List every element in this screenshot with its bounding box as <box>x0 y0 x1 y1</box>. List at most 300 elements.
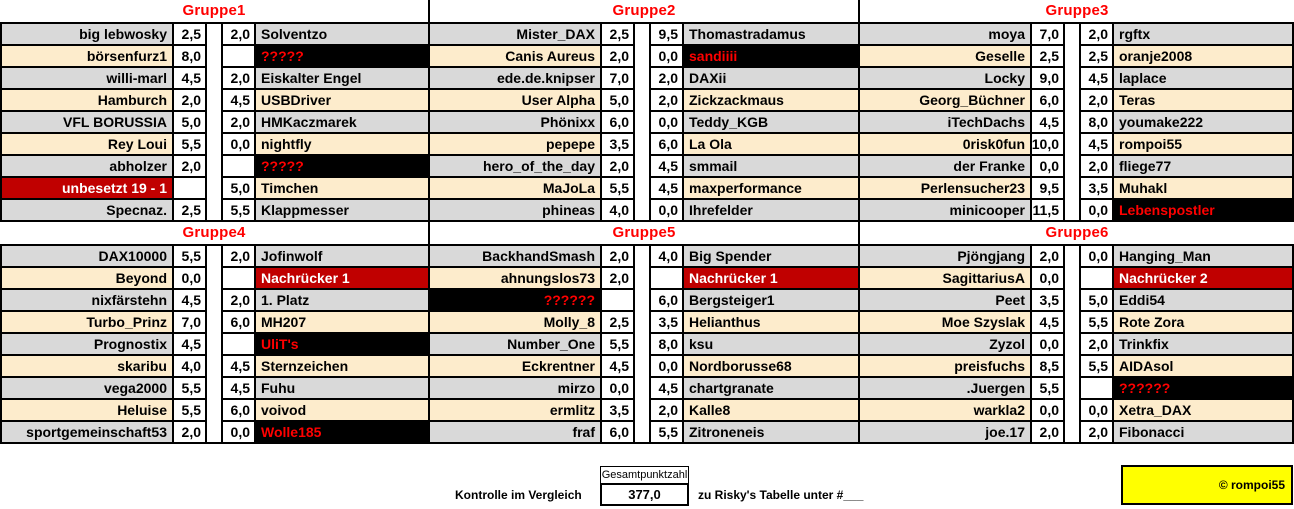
group-header[interactable]: Gruppe4 <box>0 222 428 244</box>
score-right-cell[interactable] <box>221 154 256 176</box>
score-right-cell[interactable]: 5,5 <box>221 198 256 220</box>
player-name-right[interactable]: La Ola <box>684 132 858 154</box>
score-right-cell[interactable] <box>1079 266 1114 288</box>
score-right-cell[interactable]: 4,5 <box>221 354 256 376</box>
score-right-cell[interactable]: 5,5 <box>1079 310 1114 332</box>
match-row <box>2 376 428 398</box>
score-left-cell[interactable]: 0,0 <box>1030 398 1065 420</box>
column-gap <box>207 376 221 398</box>
match-row <box>860 176 1292 198</box>
player-name-right[interactable]: USBDriver <box>256 88 428 110</box>
score-right-cell[interactable]: 2,5 <box>1079 44 1114 66</box>
score-left-cell[interactable]: 2,0 <box>600 266 635 288</box>
score-right-cell[interactable]: 8,0 <box>649 332 684 354</box>
score-left-cell[interactable]: 0,0 <box>1030 266 1065 288</box>
player-name-right[interactable]: Teddy_KGB <box>684 110 858 132</box>
score-left-cell[interactable]: 4,5 <box>172 66 207 88</box>
match-row <box>860 310 1292 332</box>
player-name-right[interactable]: rompoi55 <box>1114 132 1292 154</box>
match-row <box>2 132 428 154</box>
score-right-cell[interactable]: 6,0 <box>649 288 684 310</box>
score-right-cell[interactable]: 2,0 <box>221 66 256 88</box>
player-name-right[interactable]: Timchen <box>256 176 428 198</box>
match-row <box>2 154 428 176</box>
score-right-cell[interactable]: 4,5 <box>221 376 256 398</box>
score-left-cell[interactable]: 2,0 <box>600 154 635 176</box>
column-gap <box>1065 266 1079 288</box>
score-right-cell[interactable]: 2,0 <box>221 110 256 132</box>
group-header[interactable]: Gruppe1 <box>0 0 428 22</box>
match-row <box>860 154 1292 176</box>
player-name-right[interactable]: UliT's <box>256 332 428 354</box>
column-gap <box>1065 110 1079 132</box>
score-right-cell[interactable]: 5,5 <box>649 420 684 442</box>
score-left-cell[interactable]: 6,0 <box>600 420 635 442</box>
score-right-cell[interactable]: 2,0 <box>1079 24 1114 44</box>
player-name-left[interactable]: ermlitz <box>430 398 600 420</box>
player-name-right[interactable]: Lebenspostler <box>1114 198 1292 220</box>
match-row <box>430 288 858 310</box>
match-row <box>860 110 1292 132</box>
column-gap <box>635 266 649 288</box>
match-row <box>860 354 1292 376</box>
player-name-right[interactable]: rgftx <box>1114 24 1292 44</box>
player-name-left[interactable]: Canis Aureus <box>430 44 600 66</box>
match-row <box>2 110 428 132</box>
score-left-cell[interactable]: 5,5 <box>172 398 207 420</box>
player-name-left[interactable]: Phönixx <box>430 110 600 132</box>
score-left-cell[interactable]: 3,5 <box>1030 288 1065 310</box>
score-right-cell[interactable]: 4,5 <box>221 88 256 110</box>
score-left-cell[interactable] <box>600 288 635 310</box>
player-name-left[interactable]: warkla2 <box>860 398 1030 420</box>
player-name-left[interactable]: 0risk0fun <box>860 132 1030 154</box>
score-right-cell[interactable]: 2,0 <box>1079 154 1114 176</box>
player-name-left[interactable]: Molly_8 <box>430 310 600 332</box>
match-row <box>430 154 858 176</box>
score-left-cell[interactable]: 2,5 <box>600 24 635 44</box>
match-row <box>430 198 858 220</box>
player-name-left[interactable]: minicooper <box>860 198 1030 220</box>
score-left-cell[interactable]: 4,0 <box>172 354 207 376</box>
column-gap <box>1065 176 1079 198</box>
player-name-left[interactable]: Hamburch <box>2 88 172 110</box>
player-name-left[interactable]: VFL BORUSSIA <box>2 110 172 132</box>
match-row <box>2 176 428 198</box>
group-header[interactable]: Gruppe3 <box>860 0 1294 22</box>
column-gap <box>207 198 221 220</box>
score-left-cell[interactable]: 4,5 <box>1030 110 1065 132</box>
match-row <box>2 288 428 310</box>
score-left-cell[interactable]: 0,0 <box>172 266 207 288</box>
player-name-right[interactable]: Fibonacci <box>1114 420 1292 442</box>
player-name-right[interactable]: Helianthus <box>684 310 858 332</box>
match-row <box>2 24 428 44</box>
score-left-cell[interactable]: 11,5 <box>1030 198 1065 220</box>
player-name-right[interactable]: HMKaczmarek <box>256 110 428 132</box>
match-row <box>430 376 858 398</box>
player-name-right[interactable]: ????? <box>256 44 428 66</box>
player-name-right[interactable]: Big Spender <box>684 246 858 266</box>
player-name-left[interactable]: joe.17 <box>860 420 1030 442</box>
player-name-right[interactable]: Hanging_Man <box>1114 246 1292 266</box>
player-name-right[interactable]: Eddi54 <box>1114 288 1292 310</box>
player-name-left[interactable]: Beyond <box>2 266 172 288</box>
column-gap <box>635 110 649 132</box>
player-name-left[interactable]: abholzer <box>2 154 172 176</box>
match-row <box>2 354 428 376</box>
column-gap <box>1065 198 1079 220</box>
player-name-left[interactable]: Georg_Büchner <box>860 88 1030 110</box>
player-name-right[interactable]: voivod <box>256 398 428 420</box>
score-right-cell[interactable]: 4,0 <box>649 246 684 266</box>
score-right-cell[interactable]: 0,0 <box>649 44 684 66</box>
player-name-right[interactable]: smmail <box>684 154 858 176</box>
player-name-left[interactable]: Eckrentner <box>430 354 600 376</box>
player-name-right[interactable]: youmake222 <box>1114 110 1292 132</box>
score-left-cell[interactable] <box>172 176 207 198</box>
score-right-cell[interactable]: 0,0 <box>649 198 684 220</box>
player-name-left[interactable]: Moe Szyslak <box>860 310 1030 332</box>
player-name-right[interactable]: nightfly <box>256 132 428 154</box>
player-name-left[interactable]: Heluise <box>2 398 172 420</box>
column-gap <box>207 44 221 66</box>
copyright-label[interactable]: © rompoi55 <box>1218 478 1285 492</box>
score-left-cell[interactable]: 4,5 <box>172 288 207 310</box>
group-header[interactable]: Gruppe6 <box>860 222 1294 244</box>
player-name-right[interactable]: 1. Platz <box>256 288 428 310</box>
player-name-right[interactable]: Solventzo <box>256 24 428 44</box>
player-name-left[interactable]: .Juergen <box>860 376 1030 398</box>
score-right-cell[interactable]: 0,0 <box>1079 398 1114 420</box>
player-name-right[interactable]: MH207 <box>256 310 428 332</box>
column-gap <box>635 198 649 220</box>
copyright-box <box>1121 465 1293 505</box>
score-right-cell[interactable]: 2,0 <box>221 288 256 310</box>
score-left-cell[interactable]: 2,5 <box>172 198 207 220</box>
match-row <box>860 246 1292 266</box>
group-header[interactable]: Gruppe2 <box>430 0 858 22</box>
score-right-cell[interactable]: 2,0 <box>1079 420 1114 442</box>
score-left-cell[interactable]: 9,5 <box>1030 176 1065 198</box>
control-compare-label[interactable]: Kontrolle im Vergleich <box>455 488 582 502</box>
player-name-left[interactable]: iTechDachs <box>860 110 1030 132</box>
risky-table-label[interactable]: zu Risky's Tabelle unter #___ <box>698 488 864 502</box>
group-gruppe1 <box>0 0 430 222</box>
player-name-left[interactable]: unbesetzt 19 - 1 <box>2 176 172 198</box>
player-name-left[interactable]: User Alpha <box>430 88 600 110</box>
score-left-cell[interactable]: 2,0 <box>1030 420 1065 442</box>
score-right-cell[interactable]: 4,5 <box>649 176 684 198</box>
score-right-cell[interactable]: 0,0 <box>649 354 684 376</box>
player-name-left[interactable]: moya <box>860 24 1030 44</box>
player-name-left[interactable]: Rey Loui <box>2 132 172 154</box>
score-right-cell[interactable]: 2,0 <box>1079 332 1114 354</box>
score-left-cell[interactable]: 7,0 <box>1030 24 1065 44</box>
column-gap <box>207 246 221 266</box>
score-right-cell[interactable]: 4,5 <box>1079 66 1114 88</box>
score-left-cell[interactable]: 2,0 <box>600 44 635 66</box>
player-name-right[interactable]: sandiiii <box>684 44 858 66</box>
score-right-cell[interactable]: 4,5 <box>649 154 684 176</box>
player-name-right[interactable]: DAXii <box>684 66 858 88</box>
column-gap <box>207 176 221 198</box>
column-gap <box>207 154 221 176</box>
player-name-left[interactable]: ?????? <box>430 288 600 310</box>
player-name-left[interactable]: Mister_DAX <box>430 24 600 44</box>
player-name-left[interactable]: vega2000 <box>2 376 172 398</box>
match-row <box>430 132 858 154</box>
score-right-cell[interactable] <box>649 266 684 288</box>
player-name-right[interactable]: Zitroneneis <box>684 420 858 442</box>
score-left-cell[interactable]: 8,0 <box>172 44 207 66</box>
total-points-box <box>600 466 689 506</box>
player-name-left[interactable]: sportgemeinschaft53 <box>2 420 172 442</box>
player-name-left[interactable]: skaribu <box>2 354 172 376</box>
score-left-cell[interactable]: 2,0 <box>172 88 207 110</box>
player-name-right[interactable]: AIDAsol <box>1114 354 1292 376</box>
score-left-cell[interactable]: 7,0 <box>172 310 207 332</box>
score-right-cell[interactable]: 3,5 <box>1079 176 1114 198</box>
player-name-right[interactable]: Kalle8 <box>684 398 858 420</box>
player-name-right[interactable]: Nachrücker 1 <box>684 266 858 288</box>
player-name-left[interactable]: Zyzol <box>860 332 1030 354</box>
player-name-right[interactable]: laplace <box>1114 66 1292 88</box>
group-header[interactable]: Gruppe5 <box>430 222 858 244</box>
column-gap <box>635 332 649 354</box>
column-gap <box>635 398 649 420</box>
score-left-cell[interactable]: 5,5 <box>172 246 207 266</box>
score-right-cell[interactable]: 4,5 <box>1079 132 1114 154</box>
column-gap <box>1065 420 1079 442</box>
player-name-left[interactable]: der Franke <box>860 154 1030 176</box>
player-name-right[interactable]: Muhakl <box>1114 176 1292 198</box>
player-name-right[interactable]: fliege77 <box>1114 154 1292 176</box>
player-name-left[interactable]: Number_One <box>430 332 600 354</box>
player-name-left[interactable]: nixfärstehn <box>2 288 172 310</box>
score-right-cell[interactable]: 8,0 <box>1079 110 1114 132</box>
player-name-right[interactable]: Trinkfix <box>1114 332 1292 354</box>
match-row <box>430 332 858 354</box>
match-row <box>860 44 1292 66</box>
player-name-right[interactable]: Ihrefelder <box>684 198 858 220</box>
player-name-left[interactable]: phineas <box>430 198 600 220</box>
score-left-cell[interactable]: 5,5 <box>600 332 635 354</box>
group-block-bottom <box>0 222 1294 444</box>
score-left-cell[interactable]: 2,5 <box>1030 44 1065 66</box>
column-gap <box>1065 66 1079 88</box>
player-name-left[interactable]: pepepe <box>430 132 600 154</box>
column-gap <box>635 44 649 66</box>
group-rows <box>0 22 428 222</box>
player-name-right[interactable]: Klappmesser <box>256 198 428 220</box>
score-left-cell[interactable]: 5,5 <box>172 132 207 154</box>
match-row <box>2 332 428 354</box>
column-gap <box>1065 88 1079 110</box>
match-row <box>860 88 1292 110</box>
score-right-cell[interactable]: 0,0 <box>649 110 684 132</box>
player-name-right[interactable]: Nachrücker 2 <box>1114 266 1292 288</box>
match-row <box>860 376 1292 398</box>
player-name-right[interactable]: Fuhu <box>256 376 428 398</box>
player-name-right[interactable]: Rote Zora <box>1114 310 1292 332</box>
score-right-cell[interactable]: 0,0 <box>221 420 256 442</box>
column-gap <box>635 288 649 310</box>
group-gruppe2 <box>430 0 860 222</box>
player-name-left[interactable]: MaJoLa <box>430 176 600 198</box>
player-name-left[interactable]: ede.de.knipser <box>430 66 600 88</box>
player-name-left[interactable]: Locky <box>860 66 1030 88</box>
score-right-cell[interactable]: 2,0 <box>649 398 684 420</box>
score-left-cell[interactable]: 5,5 <box>1030 376 1065 398</box>
player-name-right[interactable]: Wolle185 <box>256 420 428 442</box>
player-name-left[interactable]: Turbo_Prinz <box>2 310 172 332</box>
player-name-right[interactable]: ksu <box>684 332 858 354</box>
score-right-cell[interactable]: 4,5 <box>649 376 684 398</box>
score-left-cell[interactable]: 5,0 <box>172 110 207 132</box>
score-left-cell[interactable]: 9,0 <box>1030 66 1065 88</box>
column-gap <box>207 310 221 332</box>
score-left-cell[interactable]: 2,0 <box>1030 246 1065 266</box>
match-row <box>430 66 858 88</box>
column-gap <box>207 354 221 376</box>
column-gap <box>1065 132 1079 154</box>
score-right-cell[interactable]: 9,5 <box>649 24 684 44</box>
footer-row <box>0 444 1294 509</box>
score-right-cell[interactable]: 0,0 <box>221 132 256 154</box>
score-left-cell[interactable]: 10,0 <box>1030 132 1065 154</box>
score-left-cell[interactable]: 0,0 <box>1030 332 1065 354</box>
total-points-title[interactable]: Gesamtpunktzahl <box>600 466 689 484</box>
player-name-left[interactable]: Prognostix <box>2 332 172 354</box>
player-name-left[interactable]: big lebwosky <box>2 24 172 44</box>
score-left-cell[interactable]: 4,5 <box>1030 310 1065 332</box>
score-left-cell[interactable]: 2,5 <box>172 24 207 44</box>
column-gap <box>635 176 649 198</box>
group-rows <box>860 22 1294 222</box>
player-name-left[interactable]: DAX10000 <box>2 246 172 266</box>
score-left-cell[interactable]: 3,5 <box>600 132 635 154</box>
score-right-cell[interactable]: 3,5 <box>649 310 684 332</box>
group-rows <box>430 22 858 222</box>
total-points-value[interactable]: 377,0 <box>600 484 689 506</box>
player-name-right[interactable]: Xetra_DAX <box>1114 398 1292 420</box>
score-right-cell[interactable]: 5,5 <box>1079 354 1114 376</box>
player-name-right[interactable]: Eiskalter Engel <box>256 66 428 88</box>
match-row <box>430 310 858 332</box>
score-right-cell[interactable]: 5,0 <box>221 176 256 198</box>
player-name-right[interactable]: chartgranate <box>684 376 858 398</box>
score-left-cell[interactable]: 4,5 <box>600 354 635 376</box>
score-left-cell[interactable]: 5,5 <box>172 376 207 398</box>
player-name-right[interactable]: Bergsteiger1 <box>684 288 858 310</box>
player-name-left[interactable]: Specnaz. <box>2 198 172 220</box>
column-gap <box>207 332 221 354</box>
score-right-cell[interactable]: 2,0 <box>1079 88 1114 110</box>
score-left-cell[interactable]: 0,0 <box>600 376 635 398</box>
player-name-left[interactable]: ahnungslos73 <box>430 266 600 288</box>
score-right-cell[interactable]: 2,0 <box>649 88 684 110</box>
score-left-cell[interactable]: 5,0 <box>600 88 635 110</box>
score-left-cell[interactable]: 2,0 <box>600 246 635 266</box>
score-right-cell[interactable]: 2,0 <box>649 66 684 88</box>
match-row <box>430 420 858 442</box>
score-right-cell[interactable]: 6,0 <box>221 310 256 332</box>
player-name-left[interactable]: hero_of_the_day <box>430 154 600 176</box>
score-left-cell[interactable]: 0,0 <box>1030 154 1065 176</box>
player-name-right[interactable]: Jofinwolf <box>256 246 428 266</box>
group-gruppe6 <box>860 222 1294 444</box>
player-name-right[interactable]: maxperformance <box>684 176 858 198</box>
score-right-cell[interactable] <box>1079 376 1114 398</box>
match-row <box>430 266 858 288</box>
player-name-left[interactable]: BackhandSmash <box>430 246 600 266</box>
score-left-cell[interactable]: 5,5 <box>600 176 635 198</box>
match-row <box>430 88 858 110</box>
player-name-left[interactable]: preisfuchs <box>860 354 1030 376</box>
score-right-cell[interactable]: 0,0 <box>1079 198 1114 220</box>
score-right-cell[interactable]: 2,0 <box>221 24 256 44</box>
score-right-cell[interactable]: 0,0 <box>1079 246 1114 266</box>
score-left-cell[interactable]: 7,0 <box>600 66 635 88</box>
player-name-left[interactable]: Geselle <box>860 44 1030 66</box>
group-rows <box>0 244 428 444</box>
player-name-right[interactable]: ????? <box>256 154 428 176</box>
column-gap <box>1065 154 1079 176</box>
score-right-cell[interactable] <box>221 266 256 288</box>
score-left-cell[interactable]: 6,0 <box>600 110 635 132</box>
column-gap <box>207 398 221 420</box>
player-name-right[interactable]: ?????? <box>1114 376 1292 398</box>
score-left-cell[interactable]: 4,0 <box>600 198 635 220</box>
match-row <box>860 288 1292 310</box>
player-name-right[interactable]: Teras <box>1114 88 1292 110</box>
player-name-left[interactable]: Perlensucher23 <box>860 176 1030 198</box>
column-gap <box>635 66 649 88</box>
score-right-cell[interactable]: 6,0 <box>221 398 256 420</box>
score-right-cell[interactable]: 6,0 <box>649 132 684 154</box>
player-name-right[interactable]: Zickzackmaus <box>684 88 858 110</box>
column-gap <box>207 88 221 110</box>
player-name-right[interactable]: Sternzeichen <box>256 354 428 376</box>
score-left-cell[interactable]: 2,0 <box>172 420 207 442</box>
player-name-left[interactable]: Peet <box>860 288 1030 310</box>
score-right-cell[interactable]: 5,0 <box>1079 288 1114 310</box>
column-gap <box>635 376 649 398</box>
column-gap <box>635 132 649 154</box>
player-name-left[interactable]: Pjöngjang <box>860 246 1030 266</box>
score-right-cell[interactable] <box>221 44 256 66</box>
score-left-cell[interactable]: 2,5 <box>600 310 635 332</box>
player-name-right[interactable]: Nordborusse68 <box>684 354 858 376</box>
score-left-cell[interactable]: 3,5 <box>600 398 635 420</box>
player-name-right[interactable]: Nachrücker 1 <box>256 266 428 288</box>
player-name-left[interactable]: willi-marl <box>2 66 172 88</box>
match-row <box>2 310 428 332</box>
score-left-cell[interactable]: 8,5 <box>1030 354 1065 376</box>
score-right-cell[interactable] <box>221 332 256 354</box>
player-name-left[interactable]: fraf <box>430 420 600 442</box>
score-left-cell[interactable]: 2,0 <box>172 154 207 176</box>
player-name-left[interactable]: börsenfurz1 <box>2 44 172 66</box>
player-name-left[interactable]: SagittariusA <box>860 266 1030 288</box>
player-name-left[interactable]: mirzo <box>430 376 600 398</box>
score-right-cell[interactable]: 2,0 <box>221 246 256 266</box>
score-left-cell[interactable]: 4,5 <box>172 332 207 354</box>
player-name-right[interactable]: Thomastradamus <box>684 24 858 44</box>
score-left-cell[interactable]: 6,0 <box>1030 88 1065 110</box>
player-name-right[interactable]: oranje2008 <box>1114 44 1292 66</box>
